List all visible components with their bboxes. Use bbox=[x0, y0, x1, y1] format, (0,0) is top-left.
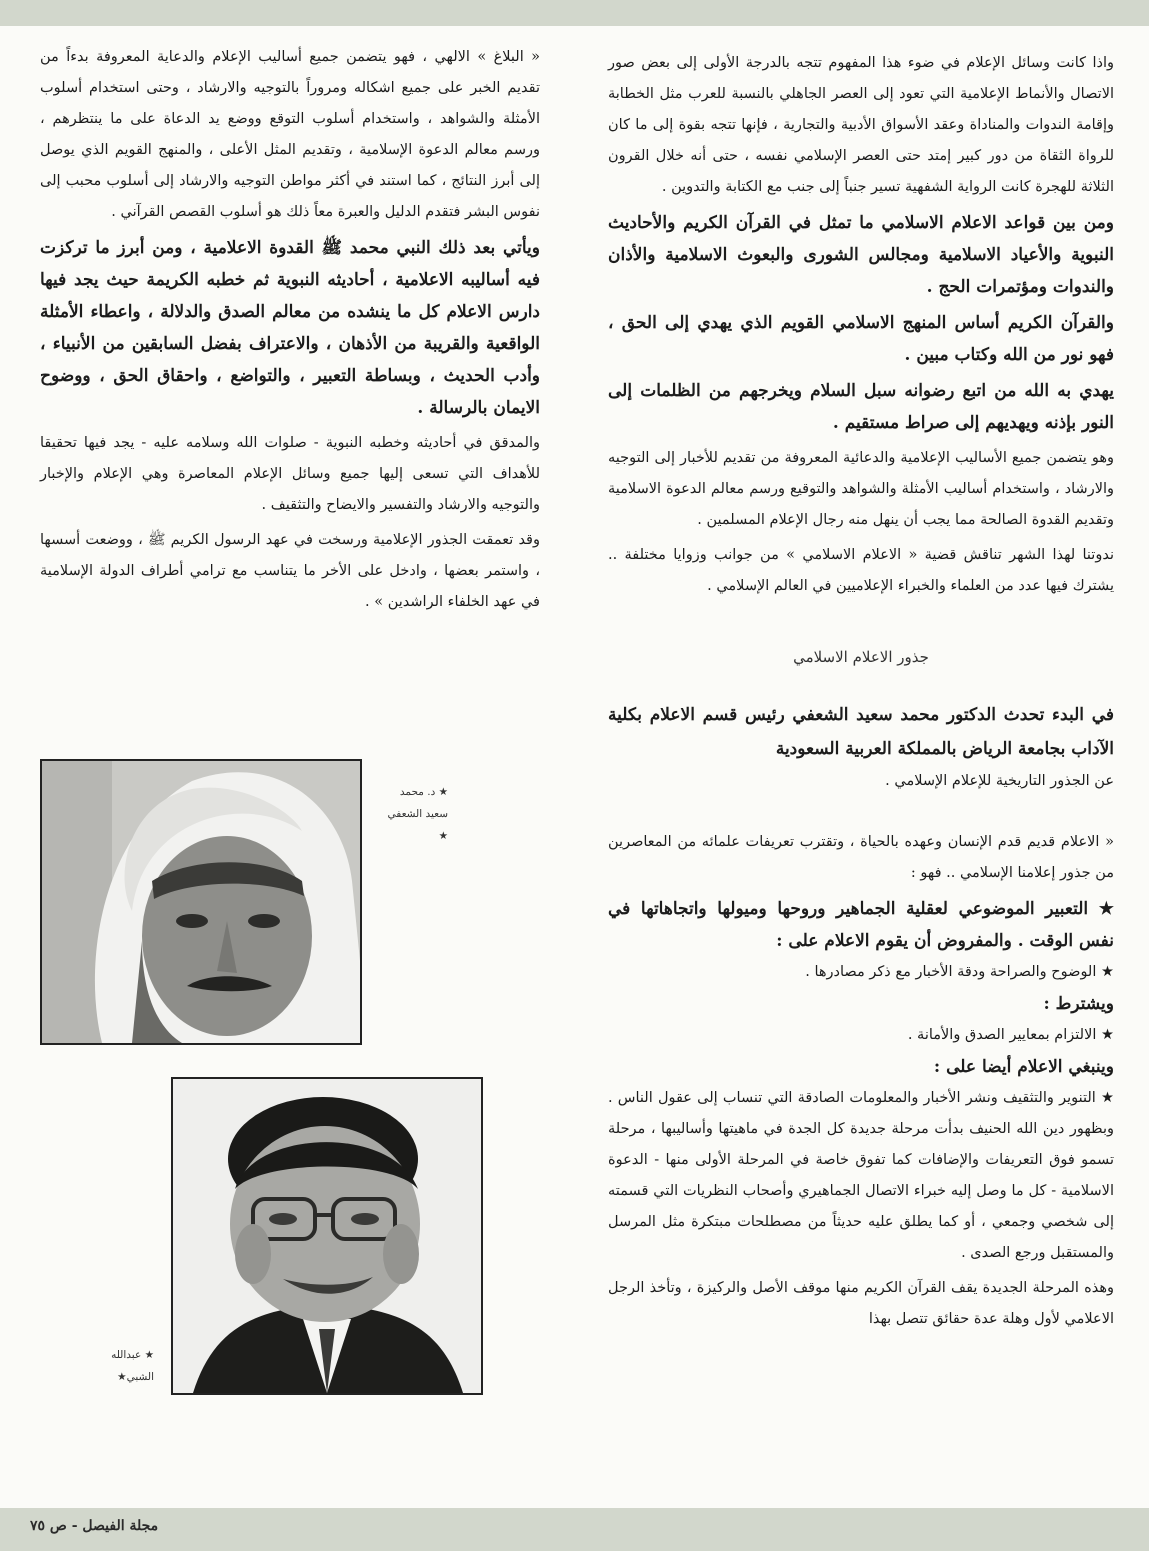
paragraph: ومن بين قواعد الاعلام الاسلامي ما تمثل في القرآن الكريم والأحاديث النبوية والأعياد الاسلامية ومجالس الشورى والبعوث الاسلامية والأذان والندوات ومؤتمرات الحج . bbox=[608, 213, 1114, 297]
bottom-band bbox=[0, 1508, 1149, 1551]
paragraph: وهذه المرحلة الجديدة يقف القرآن الكريم منها موقف الأصل والركيزة ، وتأخذ الرجل الاعلامي لأول وهلة عدة حقائق تتصل بهذا bbox=[608, 1280, 1114, 1327]
subtitle: وينبغي الاعلام أيضا على : bbox=[933, 1057, 1114, 1077]
right-column bbox=[608, 48, 1114, 1335]
bullet-item: ★ الالتزام بمعايير الصدق والأمانة . bbox=[907, 1027, 1114, 1043]
paragraph: والقرآن الكريم أساس المنهج الاسلامي القويم الذي يهدي إلى الحق ، فهو نور من الله وكتاب مبين . bbox=[608, 313, 1114, 365]
paragraph: واذا كانت وسائل الإعلام في ضوء هذا المفهوم تتجه بالدرجة الأولى إلى بعض صور الاتصال والأنماط الإعلامية التي تعود إلى العصر الجاهلي بالنسبة للعرب مثل الخطابة وإقامة الندوات والمناداة وعقد الأسواق الأدبية والتجارية ، فإنها تتجه بقوة إلى ما كان للرواة الثقاة من دور كبير إمتد حتى العصر الإسلامي نفسه ، حتى أنه خلال القرون الثلاثة للهجرة كانت الرواية الشفهية تسير جنباً إلى جنب مع الكتابة والتدوين . bbox=[608, 55, 1114, 195]
portrait-shaafi-image bbox=[42, 761, 360, 1043]
top-band bbox=[0, 0, 1149, 26]
portrait-photo-shabi bbox=[171, 1077, 483, 1395]
bullet-item: ★ التعبير الموضوعي لعقلية الجماهير وروحها وميولها واتجاهاتها في نفس الوقت . والمفروض أن يقوم الاعلام على : bbox=[608, 899, 1114, 951]
paragraph: يهدي به الله من اتبع رضوانه سبل السلام ويخرجهم من الظلمات إلى النور بإذنه ويهديهم إلى صراط مستقيم . bbox=[608, 381, 1114, 433]
photo-caption: ★ د. محمد سعيد الشعفي ★ bbox=[387, 786, 448, 842]
paragraph: وقد تعمقت الجذور الإعلامية ورسخت في عهد الرسول الكريم ﷺ ، ووضعت أسسها ، واستمر بعضها ، وادخل على الأخر ما يتناسب مع ترامي أطراف الدولة الإسلامية في عهد الخلفاء الراشدين » . bbox=[40, 532, 540, 610]
portrait-shabi-image bbox=[173, 1079, 481, 1393]
intro-paragraph: في البدء تحدث الدكتور محمد سعيد الشعفي رئيس قسم الاعلام بكلية الآداب بجامعة الرياض بالمملكة العربية السعودية bbox=[608, 705, 1114, 759]
paragraph: ويأتي بعد ذلك النبي محمد ﷺ القدوة الاعلامية ، ومن أبرز ما تركزت فيه أساليبه الاعلامية ، أحاديثه النبوية ثم خطبه الكريمة حيث يجد فيها دارس الاعلام كل ما ينشده من معالم الصدق والدلالة ، واعطاء الأمثلة الواقعية والقريبة من الأذهان ، والاعتراف بفضل السابقين من الأنبياء ، وأدب الحديث ، وبساطة التعبير ، والتواضع ، واحقاق الحق ، ووضوح الايمان بالرسالة . bbox=[40, 238, 540, 418]
page-footer: مجلة الفيصل - ص ٧٥ bbox=[30, 1518, 159, 1534]
paragraph: عن الجذور التاريخية للإعلام الإسلامي . bbox=[885, 773, 1114, 789]
left-column bbox=[40, 42, 540, 618]
quote-paragraph: « الاعلام قديم قدم الإنسان وعهده بالحياة ، وتقترب تعريفات علمائه من المعاصرين من جذور إعلامنا الإسلامي .. فهو : bbox=[608, 834, 1114, 881]
portrait-photo-shaafi bbox=[40, 759, 362, 1045]
bullet-item: ★ الوضوح والصراحة ودقة الأخبار مع ذكر مصادرها . bbox=[805, 964, 1114, 980]
subtitle: ويشترط : bbox=[1043, 994, 1114, 1014]
paragraph: وهو يتضمن جميع الأساليب الإعلامية والدعائية المعروفة من تقديم للأخبار إلى التوجيه والارشاد ، واستخدام أساليب الأمثلة والشواهد والتوقيع ورسم معالم الدعوة الاسلامية وتقديم القدوة الصالحة مما يجب أن ينهل منه رجال الإعلام المسلمين . bbox=[608, 450, 1114, 528]
paragraph: « البلاغ » الالهي ، فهو يتضمن جميع أساليب الإعلام والدعاية المعروفة بدءاً من تقديم الخبر على جميع اشكاله ومروراً بالتوجيه والارشاد ، وحتى استخدام أسلوب الأمثلة والشواهد ، واستخدام أسلوب التوقع ووضع يد الدعاة على ما ينتظرهم ، ورسم معالم الدعوة الإسلامية ، وتقديم المثل الأعلى ، والمنهج القويم الذي يوصل إلى أبرز النتائج ، كما استند في أكثر مواطن التوجيه والارشاد إلى أسلوب محبب إلى نفوس البشر فتقدم الدليل والعبرة معاً ذلك هو أسلوب القصص القرآني . bbox=[40, 49, 540, 220]
section-heading: جذور الاعلام الاسلامي bbox=[793, 648, 929, 666]
bullet-item: ★ التنوير والتثقيف ونشر الأخبار والمعلومات الصادقة التي تنساب إلى عقول الناس . وبظهور دين الله الحنيف بدأت مرحلة جديدة كل الجدة في ماهيتها وأساليبها ، مرحلة تسمو فوق التعريفات والإضافات كما تفوق خاصة في المرحلة الأولى منها - الدعوة الاسلامية - كل ما وصل إليه خبراء الاتصال الجماهيري وأصحاب النظريات التي قسمته إلى شخصي وجمعي ، أو كما يطلق عليه حديثاً من مصطلحات مبتكرة مثل المرسل والمستقبل ورجع الصدى . bbox=[608, 1090, 1114, 1261]
paragraph: ندوتنا لهذا الشهر تناقش قضية « الاعلام الاسلامي » من جوانب وزوايا مختلفة .. يشترك فيها عدد من العلماء والخبراء الإعلاميين في العالم الإسلامي . bbox=[608, 547, 1114, 594]
paragraph: والمدقق في أحاديثه وخطبه النبوية - صلوات الله وسلامه عليه - يجد فيها تحقيقا للأهداف التي تسعى إليها جميع وسائل الإعلام المعاصرة وهي الإعلام والإخبار والتوجيه والارشاد والتفسير والايضاح والتثقيف . bbox=[40, 435, 540, 513]
photo-caption: ★ عبدالله الشبي★ bbox=[111, 1349, 154, 1383]
